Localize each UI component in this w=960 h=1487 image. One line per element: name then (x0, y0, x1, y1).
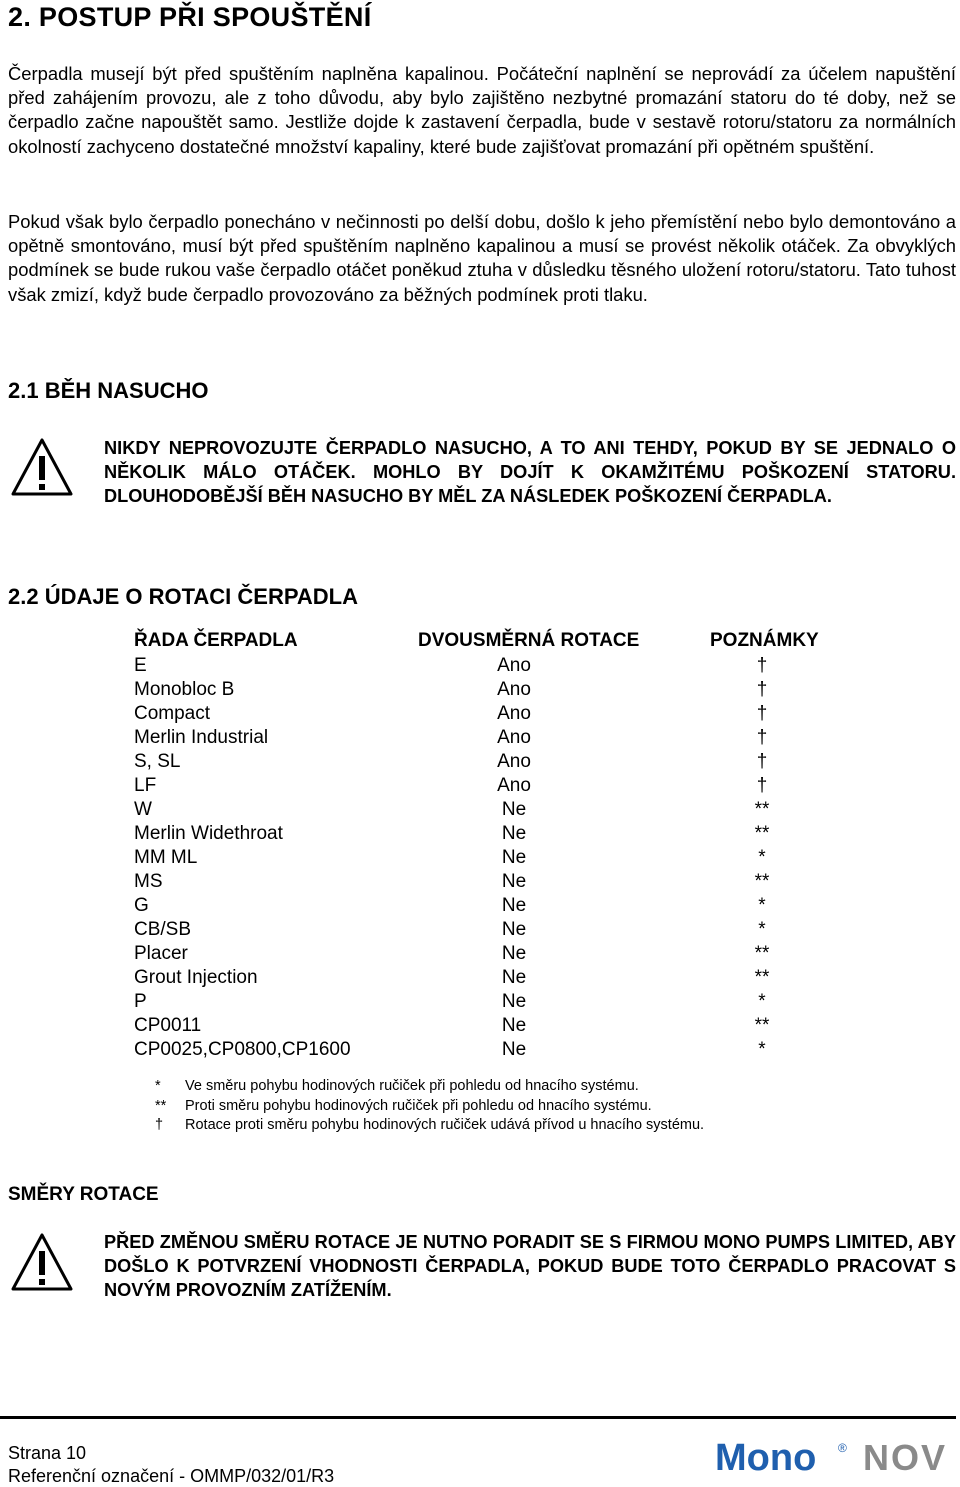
cell-pump-series: Placer (134, 943, 188, 964)
paragraph-intro: Čerpadla musejí být před spuštěním naplněna kapalinou. Počáteční naplnění se neprovádí za účelem napuštění před zahájením provozu, ale z toho důvodu, aby bylo zajištěno nezbytné promazání statoru do té doby, než se čerpadlo začne napouštět samo. Jestliže dojde k zastavení čerpadla, bude v sestavě rotoru/statoru za normálních okolností zachyceno dostatečné množství kapaliny, které bude zajišťovat promazání při opětném spuštění. (8, 63, 956, 157)
cell-pump-series: Compact (134, 703, 211, 724)
cell-note: ** (754, 943, 770, 964)
warning-icon (10, 437, 74, 497)
cell-note: ** (754, 1015, 770, 1036)
cell-bidirectional: Ne (501, 967, 527, 988)
table-row (134, 1038, 854, 1062)
cell-pump-series: CP0011 (134, 1015, 202, 1036)
cell-note: * (758, 991, 766, 1012)
logo-text-mono: Mono (715, 1437, 817, 1476)
table-row (134, 894, 854, 918)
cell-note: ** (754, 967, 770, 988)
cell-note: * (758, 919, 766, 940)
cell-pump-series: Grout Injection (134, 967, 258, 988)
cell-pump-series: MM ML (134, 847, 198, 868)
cell-bidirectional: Ne (501, 1039, 527, 1060)
header-pump-series: ŘADA ČERPADLA (134, 630, 298, 651)
cell-pump-series: CB/SB (134, 919, 192, 940)
page-title: 2. POSTUP PŘI SPOUŠTĚNÍ (8, 2, 372, 32)
table-row (134, 918, 854, 942)
cell-note: ** (754, 871, 770, 892)
cell-pump-series: S, SL (134, 751, 181, 772)
cell-bidirectional: Ano (497, 655, 531, 676)
cell-note: ** (754, 823, 770, 844)
logo-registered-mark: ® (838, 1441, 847, 1455)
cell-bidirectional: Ano (497, 679, 531, 700)
cell-bidirectional: Ne (501, 823, 527, 844)
table-row (134, 846, 854, 870)
cell-bidirectional: Ne (501, 895, 527, 916)
cell-pump-series: G (134, 895, 149, 916)
header-bidirectional: DVOUSMĚRNÁ ROTACE (418, 630, 640, 651)
table-row (134, 750, 854, 774)
cell-note: † (756, 703, 768, 724)
section-title-rotation-direction: SMĚRY ROTACE (8, 1184, 159, 1205)
warning-text-rotation: PŘED ZMĚNOU SMĚRU ROTACE JE NUTNO PORADIT SE S FIRMOU MONO PUMPS LIMITED, ABY DOŠLO K POTVRZENÍ VHODNOSTI ČERPADLA, POKUD BUDE TOTO ČERPADLO PRACOVAT S NOVÝM PROVOZNÍM ZATÍŽENÍM. (104, 1232, 956, 1300)
cell-pump-series: Merlin Industrial (134, 727, 269, 748)
table-row (134, 870, 854, 894)
cell-note: † (756, 655, 768, 676)
footer-divider (0, 1416, 956, 1419)
warning-text-dry-run: NIKDY NEPROVOZUJTE ČERPADLO NASUCHO, A TO ANI TEHDY, POKUD BY SE JEDNALO O NĚKOLIK MÁLO OTÁČEK. MOHLO BY DOJÍT K OKAMŽITÉMU POŠKOZENÍ STATORU. DLOUHODOBĚJŠÍ BĚH NASUCHO BY MĚL ZA NÁSLEDEK POŠKOZENÍ ČERPADLA. (104, 438, 956, 506)
cell-bidirectional: Ano (497, 775, 531, 796)
cell-pump-series: Monobloc B (134, 679, 235, 700)
cell-note: * (758, 895, 766, 916)
cell-bidirectional: Ano (497, 727, 531, 748)
cell-note: ** (754, 799, 770, 820)
cell-bidirectional: Ano (497, 751, 531, 772)
table-row (134, 822, 854, 846)
warning-icon (10, 1232, 74, 1292)
cell-note: * (758, 1039, 766, 1060)
cell-bidirectional: Ano (497, 703, 531, 724)
section-title-rotation-data: 2.2 ÚDAJE O ROTACI ČERPADLA (8, 584, 359, 609)
table-body (134, 654, 854, 1062)
cell-bidirectional: Ne (501, 871, 527, 892)
table-row (134, 654, 854, 678)
logo-text-nov: NOV (863, 1437, 948, 1476)
paragraph-idle-pump: Pokud však bylo čerpadlo ponecháno v nečinnosti po delší dobu, došlo k jeho přemístění nebo bylo demontováno a opětně smontováno, musí být před spuštěním naplněno kapalinou a musí se provést několik otáček. Za obvyklých podmínek se bude rukou vaše čerpadlo otáčet poněkud ztuha v důsledku těsného uložení rotoru/statoru. Tato tuhost však zmizí, když bude čerpadlo provozováno za běžných podmínek proti tlaku. (8, 211, 956, 305)
mono-nov-logo (715, 1436, 960, 1476)
table-header-row (134, 629, 854, 654)
cell-pump-series: E (134, 655, 147, 676)
footer-page-number: Strana 10 (8, 1443, 87, 1463)
table-row (134, 702, 854, 726)
table-row (134, 942, 854, 966)
cell-note: † (756, 751, 768, 772)
table-row (134, 1014, 854, 1038)
footer-reference: Referenční označení - OMMP/032/01/R3 (8, 1466, 335, 1486)
cell-bidirectional: Ne (501, 1015, 527, 1036)
cell-bidirectional: Ne (501, 847, 527, 868)
cell-bidirectional: Ne (501, 919, 527, 940)
cell-note: † (756, 679, 768, 700)
table-row (134, 774, 854, 798)
cell-bidirectional: Ne (501, 991, 527, 1012)
cell-pump-series: CP0025,CP0800,CP1600 (134, 1039, 351, 1060)
header-notes: POZNÁMKY (710, 630, 819, 651)
table-row (134, 726, 854, 750)
rotation-table (134, 629, 854, 1062)
cell-pump-series: Merlin Widethroat (134, 823, 283, 844)
table-row (134, 678, 854, 702)
cell-note: † (756, 775, 768, 796)
cell-bidirectional: Ne (501, 799, 527, 820)
cell-note: * (758, 847, 766, 868)
cell-note: † (756, 727, 768, 748)
cell-pump-series: MS (134, 871, 163, 892)
cell-pump-series: P (134, 991, 147, 1012)
section-title-dry-run: 2.1 BĚH NASUCHO (8, 378, 209, 403)
table-row (134, 966, 854, 990)
cell-bidirectional: Ne (501, 943, 527, 964)
table-row (134, 990, 854, 1014)
cell-pump-series: LF (134, 775, 157, 796)
table-row (134, 798, 854, 822)
cell-pump-series: W (134, 799, 152, 820)
